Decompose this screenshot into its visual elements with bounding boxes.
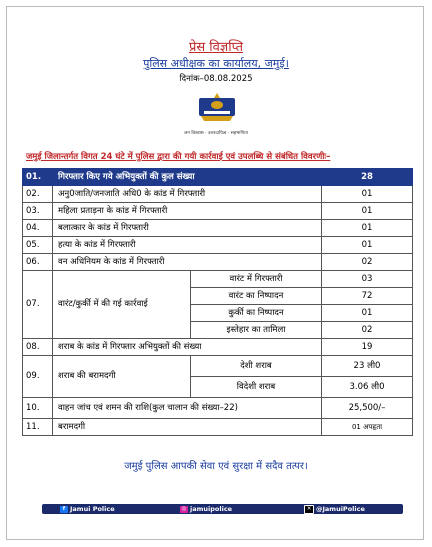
row-value: 02 — [322, 254, 413, 271]
table-row — [23, 398, 413, 419]
office-name: पुलिस अधीक्षक का कार्यालय, जमुई। — [143, 57, 289, 70]
table-row — [23, 356, 413, 377]
x-icon: ✕ — [304, 505, 314, 514]
row-value: 01 — [322, 237, 413, 254]
row-label: हत्या के कांड में गिरफ्तारी — [53, 237, 322, 254]
facebook-handle: Jamui Police — [70, 505, 115, 513]
sub-label: कुर्की का निष्पादन — [191, 305, 322, 322]
instagram-link[interactable] — [180, 504, 232, 514]
row-number: 06. — [23, 254, 53, 271]
row-label: वाहन जांच एवं शमन की राशि(कुल चालान की संख्या–22) — [53, 398, 322, 419]
table-row — [23, 419, 413, 436]
sub-label: विदेशी शराब — [191, 377, 322, 398]
table-row — [23, 186, 413, 203]
row-label: वन अधिनियम के कांड में गिरफ्तारी — [53, 254, 322, 271]
row-label: बरामदगी — [53, 419, 322, 436]
x-handle: @JamuiPolice — [316, 505, 365, 513]
table-row — [23, 169, 413, 186]
row-number: 07. — [23, 271, 53, 339]
row-number: 10. — [23, 398, 53, 419]
sub-label: इस्तेहार का तामिला — [191, 322, 322, 339]
row-value: 23 ली0 — [322, 356, 413, 377]
row-label: बलात्कार के कांड में गिरफ्तारी — [53, 220, 322, 237]
row-value: 01 — [322, 203, 413, 220]
row-value: 01 — [322, 186, 413, 203]
logo-caption: जन विश्वास · उत्तरदायित्व · सहभागिता — [184, 131, 248, 136]
row-number: 09. — [23, 356, 53, 398]
sub-label: वारंट का निष्पादन — [191, 288, 322, 305]
table-row — [23, 271, 413, 288]
row-value: 3.06 ली0 — [322, 377, 413, 398]
facebook-link[interactable] — [60, 504, 115, 514]
row-value: 28 — [322, 169, 413, 186]
report-heading: जमुई जिलान्तर्गत विगत 24 घंटे में पुलिस द्वारा की गयी कार्रवाई एवं उपलब्धि से संबंधित विवरणीः– — [26, 152, 331, 162]
press-release-title: प्रेस विज्ञप्ति — [188, 40, 244, 55]
sub-label: देशी शराब — [191, 356, 322, 377]
row-number: 05. — [23, 237, 53, 254]
row-value: 01 — [322, 220, 413, 237]
row-value: 01 अपहृता — [322, 419, 413, 436]
sub-label: वारंट में गिरफ्तारी — [191, 271, 322, 288]
table-row — [23, 254, 413, 271]
row-label: गिरफ्तार किए गये अभियुक्तों की कुल संख्या — [53, 169, 322, 186]
row-value: 03 — [322, 271, 413, 288]
row-value: 02 — [322, 322, 413, 339]
facebook-icon: f — [60, 506, 68, 513]
row-label: शराब के कांड में गिरफ्तार अभियुक्तों की संख्या — [53, 339, 322, 356]
table-row — [23, 339, 413, 356]
row-number: 04. — [23, 220, 53, 237]
row-label: अनु0जाति/जनजाति अधि0 के कांड में गिरफ्तारी — [53, 186, 322, 203]
row-number: 01. — [23, 169, 53, 186]
release-date: दिनांक–08.08.2025 — [179, 74, 253, 84]
row-label: वारंट/कुर्की में की गई कार्रवाई — [53, 271, 191, 339]
social-footer — [42, 504, 403, 514]
tagline: जमुई पुलिस आपकी सेवा एवं सुरक्षा में सदैव तत्पर। — [124, 461, 308, 472]
instagram-handle: jamuipolice — [190, 505, 233, 513]
row-value: 72 — [322, 288, 413, 305]
table-row — [23, 237, 413, 254]
x-link[interactable] — [304, 504, 365, 514]
activity-table — [22, 168, 413, 436]
row-label: शराब की बरामदगी — [53, 356, 191, 398]
row-value: 19 — [322, 339, 413, 356]
row-label: महिला प्रताड़ना के कांड में गिरफ्तारी — [53, 203, 322, 220]
row-number: 11. — [23, 419, 53, 436]
row-value: 01 — [322, 305, 413, 322]
row-number: 03. — [23, 203, 53, 220]
row-number: 08. — [23, 339, 53, 356]
row-number: 02. — [23, 186, 53, 203]
row-value: 25,500/– — [322, 398, 413, 419]
table-row — [23, 220, 413, 237]
instagram-icon: ◎ — [181, 506, 187, 512]
table-row — [23, 203, 413, 220]
bihar-police-logo-icon — [198, 92, 236, 122]
